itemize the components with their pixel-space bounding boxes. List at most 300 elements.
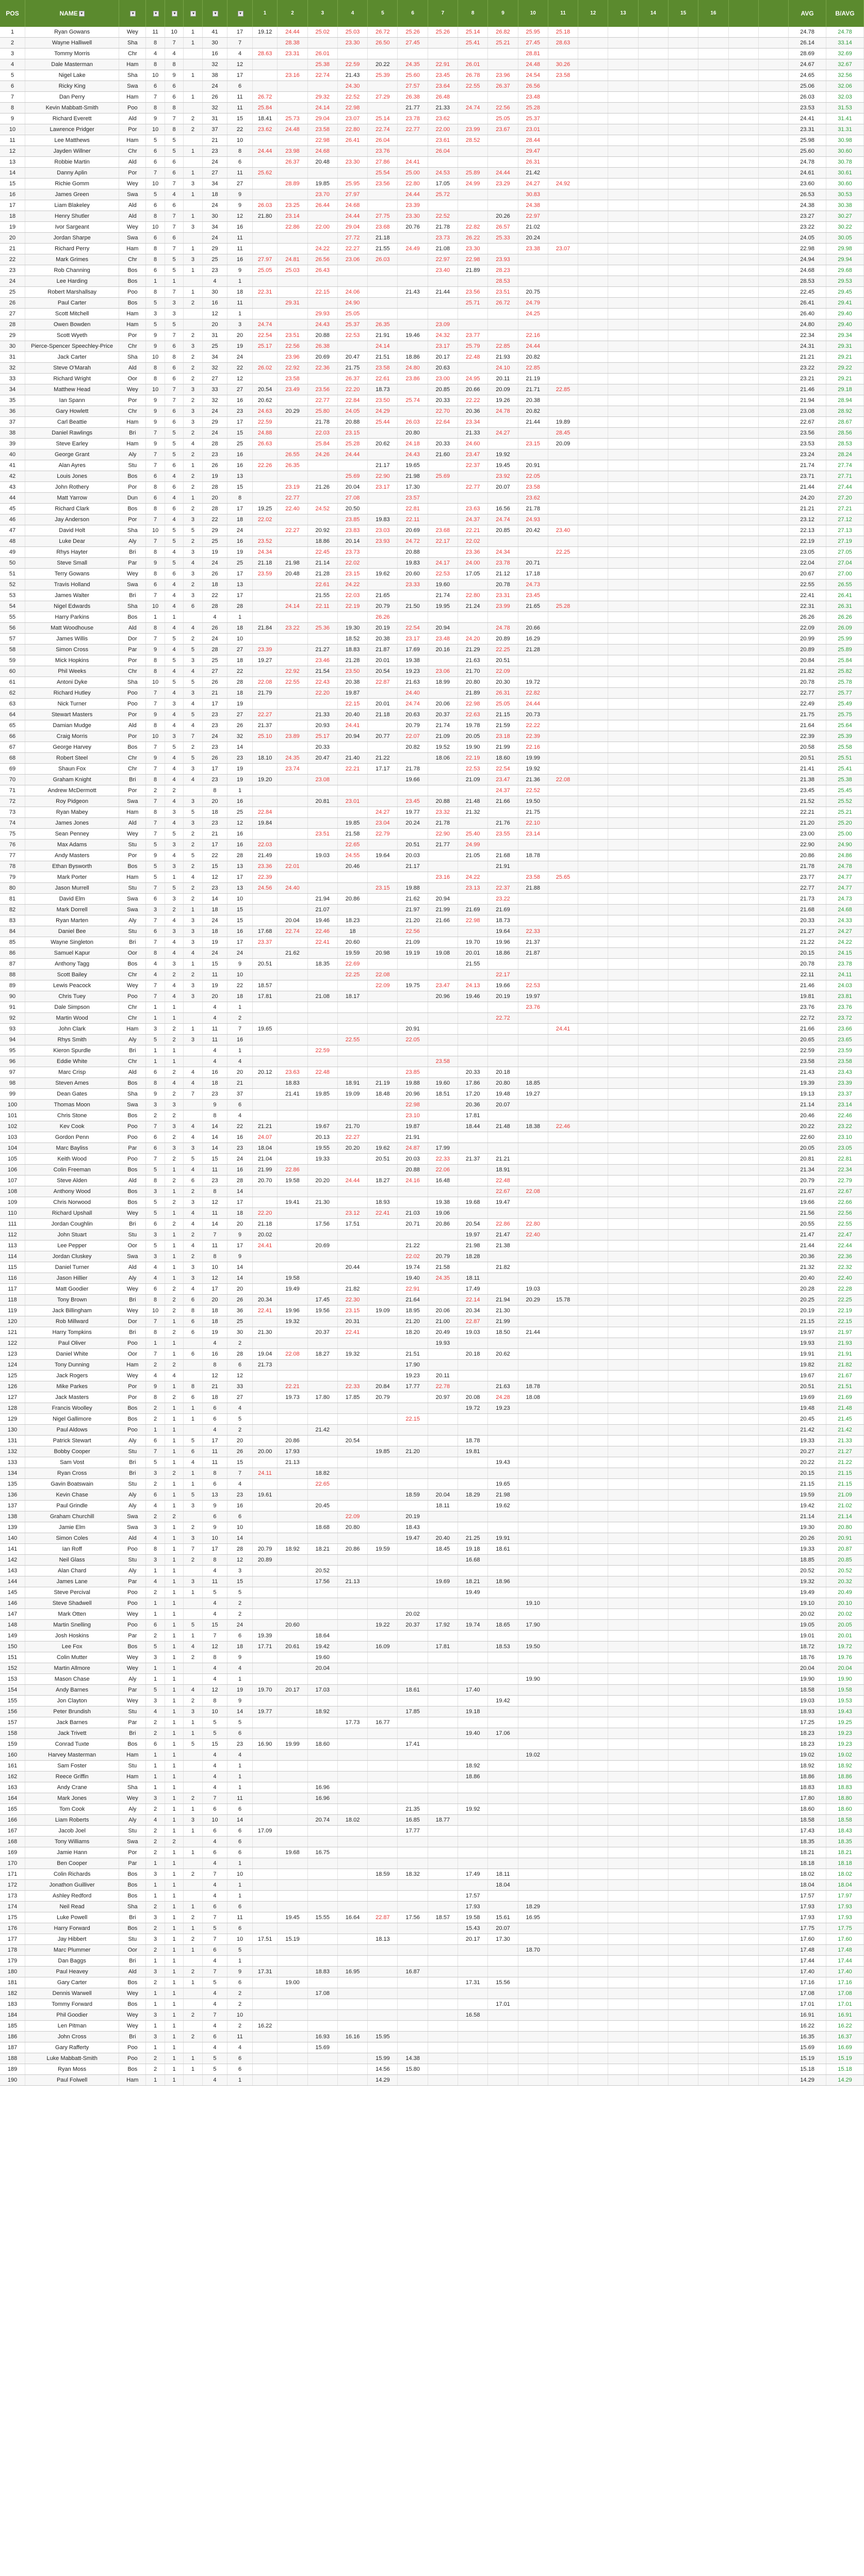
table-row[interactable] xyxy=(0,785,864,796)
week-score-cell: 23.62 xyxy=(518,493,548,504)
table-row[interactable] xyxy=(0,1392,864,1403)
table-row[interactable] xyxy=(0,775,864,785)
name-header[interactable]: NAME ▾ xyxy=(25,0,119,27)
stat-cell: 11 xyxy=(227,1793,253,1804)
week-score-cell: 20.80 xyxy=(458,677,488,688)
week-header[interactable]: 11 xyxy=(548,0,578,27)
week-header[interactable]: 13 xyxy=(608,0,638,27)
filter-dropdown-icon[interactable]: ▾ xyxy=(190,11,196,17)
stat-cell: 2 xyxy=(184,1555,202,1566)
team-cell: Poo xyxy=(119,103,146,114)
week-score-cell xyxy=(578,70,608,81)
table-row[interactable] xyxy=(0,1338,864,1349)
table-row[interactable] xyxy=(0,1273,864,1284)
spacer-cell xyxy=(758,449,788,460)
table-row[interactable] xyxy=(0,699,864,710)
table-row[interactable] xyxy=(0,384,864,395)
team-cell: Ham xyxy=(119,244,146,254)
stat-cell: 1 xyxy=(227,1674,253,1685)
table-row[interactable] xyxy=(0,1035,864,1045)
week-score-cell xyxy=(368,1706,398,1717)
table-row[interactable] xyxy=(0,168,864,179)
table-row[interactable] xyxy=(0,829,864,840)
week-score-cell xyxy=(337,460,367,471)
table-row[interactable] xyxy=(0,1696,864,1706)
stat-cell: 8 xyxy=(146,1295,165,1306)
table-row[interactable] xyxy=(0,547,864,558)
table-row[interactable] xyxy=(0,265,864,276)
filter-dropdown-icon[interactable]: ▾ xyxy=(130,11,136,17)
spacer-cell xyxy=(728,493,758,504)
stat-cell: 6 xyxy=(165,417,183,428)
table-row[interactable] xyxy=(0,1457,864,1468)
spacer-cell xyxy=(728,1728,758,1739)
week-score-cell: 19.84 xyxy=(252,818,278,829)
table-row[interactable] xyxy=(0,1706,864,1717)
table-row[interactable] xyxy=(0,861,864,872)
table-row[interactable] xyxy=(0,514,864,525)
table-row[interactable] xyxy=(0,1165,864,1176)
table-row[interactable] xyxy=(0,1024,864,1035)
week-header[interactable]: 15 xyxy=(669,0,698,27)
table-row[interactable] xyxy=(0,1544,864,1555)
week-score-cell xyxy=(252,1511,278,1522)
week-score-cell xyxy=(398,1045,428,1056)
table-row[interactable] xyxy=(0,1078,864,1089)
table-row[interactable] xyxy=(0,222,864,233)
stat-cell: 20 xyxy=(202,493,227,504)
week-score-cell: 22.90 xyxy=(428,829,458,840)
name-cell: Owen Bowden xyxy=(25,319,119,330)
avg-cell: 18.21 xyxy=(789,1847,826,1858)
table-row[interactable] xyxy=(0,980,864,991)
bavg-cell: 18.60 xyxy=(826,1804,863,1815)
week-score-cell xyxy=(278,1858,307,1869)
table-row[interactable] xyxy=(0,937,864,948)
table-row[interactable] xyxy=(0,1186,864,1197)
table-row[interactable] xyxy=(0,92,864,103)
table-row[interactable] xyxy=(0,1219,864,1230)
table-row[interactable] xyxy=(0,114,864,124)
week-score-cell xyxy=(578,103,608,114)
avg-cell: 21.44 xyxy=(789,1241,826,1251)
stat-cell: 2 xyxy=(184,970,202,980)
table-row[interactable] xyxy=(0,179,864,189)
week-score-cell xyxy=(698,1262,728,1273)
week-score-cell xyxy=(669,1446,698,1457)
week-score-cell xyxy=(548,341,578,352)
table-row[interactable] xyxy=(0,590,864,601)
week-header[interactable]: 16 xyxy=(698,0,728,27)
week-score-cell: 21.35 xyxy=(398,1804,428,1815)
table-row[interactable] xyxy=(0,352,864,363)
table-row[interactable] xyxy=(0,970,864,980)
table-row[interactable] xyxy=(0,1739,864,1750)
table-row[interactable] xyxy=(0,1869,864,1880)
stat-header[interactable] xyxy=(146,0,165,27)
table-row[interactable] xyxy=(0,1089,864,1100)
table-row[interactable] xyxy=(0,1176,864,1186)
table-row[interactable] xyxy=(0,1349,864,1360)
team-cell: Oor xyxy=(119,1241,146,1251)
table-row[interactable] xyxy=(0,211,864,222)
week-score-cell xyxy=(578,460,608,471)
table-row[interactable] xyxy=(0,1641,864,1652)
table-row[interactable] xyxy=(0,1522,864,1533)
table-row[interactable] xyxy=(0,1403,864,1414)
table-row[interactable] xyxy=(0,482,864,493)
week-score-cell: 20.38 xyxy=(368,634,398,645)
week-header[interactable]: 4 xyxy=(337,0,367,27)
week-score-cell xyxy=(578,1555,608,1566)
week-score-cell xyxy=(488,1338,518,1349)
table-row[interactable] xyxy=(0,200,864,211)
table-row[interactable] xyxy=(0,49,864,59)
table-row[interactable] xyxy=(0,905,864,915)
table-row[interactable] xyxy=(0,1501,864,1511)
week-header[interactable]: 12 xyxy=(578,0,608,27)
table-row[interactable] xyxy=(0,753,864,764)
table-row[interactable] xyxy=(0,525,864,536)
table-row[interactable] xyxy=(0,1685,864,1696)
week-score-cell: 17.51 xyxy=(337,1219,367,1230)
table-row[interactable] xyxy=(0,135,864,146)
table-row[interactable] xyxy=(0,850,864,861)
week-score-cell xyxy=(608,1685,638,1696)
table-row[interactable] xyxy=(0,1230,864,1241)
table-row[interactable] xyxy=(0,1045,864,1056)
table-row[interactable] xyxy=(0,1251,864,1262)
table-row[interactable] xyxy=(0,1533,864,1544)
table-row[interactable] xyxy=(0,796,864,807)
table-row[interactable] xyxy=(0,254,864,265)
week-score-cell xyxy=(548,1457,578,1468)
table-row[interactable] xyxy=(0,1587,864,1598)
table-row[interactable] xyxy=(0,1511,864,1522)
table-row[interactable] xyxy=(0,883,864,894)
table-row[interactable] xyxy=(0,103,864,114)
table-row[interactable] xyxy=(0,1652,864,1663)
table-row[interactable] xyxy=(0,569,864,579)
table-row[interactable] xyxy=(0,1837,864,1847)
team-header[interactable] xyxy=(119,0,146,27)
table-row[interactable] xyxy=(0,1100,864,1110)
name-cell: Stewart Masters xyxy=(25,710,119,720)
stat-cell: 1 xyxy=(165,1544,183,1555)
table-row[interactable] xyxy=(0,1436,864,1446)
table-row[interactable] xyxy=(0,341,864,352)
table-row[interactable] xyxy=(0,1121,864,1132)
table-row[interactable] xyxy=(0,1880,864,1891)
table-row[interactable] xyxy=(0,1284,864,1295)
table-row[interactable] xyxy=(0,157,864,168)
team-cell: Stu xyxy=(119,926,146,937)
stat-cell: 8 xyxy=(146,1078,165,1089)
week-score-cell: 22.77 xyxy=(307,395,337,406)
table-row[interactable] xyxy=(0,807,864,818)
name-cell: Jack Barnes xyxy=(25,1717,119,1728)
week-score-cell: 23.31 xyxy=(488,590,518,601)
week-header[interactable]: 3 xyxy=(307,0,337,27)
week-score-cell xyxy=(548,785,578,796)
table-row[interactable] xyxy=(0,926,864,937)
filter-dropdown-icon[interactable]: ▾ xyxy=(238,11,243,17)
filter-dropdown-icon[interactable]: ▾ xyxy=(172,11,177,17)
table-row[interactable] xyxy=(0,1110,864,1121)
table-row[interactable] xyxy=(0,1598,864,1609)
week-score-cell: 24.35 xyxy=(398,59,428,70)
table-row[interactable] xyxy=(0,1555,864,1566)
table-row[interactable] xyxy=(0,1750,864,1761)
week-score-cell: 23.57 xyxy=(398,493,428,504)
table-row[interactable] xyxy=(0,298,864,309)
spacer-cell xyxy=(728,1381,758,1392)
table-row[interactable] xyxy=(0,915,864,926)
stat-header[interactable] xyxy=(202,0,227,27)
table-row[interactable] xyxy=(0,504,864,514)
table-row[interactable] xyxy=(0,406,864,417)
table-row[interactable] xyxy=(0,1262,864,1273)
table-row[interactable] xyxy=(0,601,864,612)
week-header[interactable]: 1 xyxy=(252,0,278,27)
table-row[interactable] xyxy=(0,1013,864,1024)
table-row[interactable] xyxy=(0,645,864,655)
stat-cell: 4 xyxy=(184,1241,202,1251)
week-score-cell xyxy=(578,558,608,569)
table-row[interactable] xyxy=(0,417,864,428)
table-row[interactable] xyxy=(0,1761,864,1772)
table-row[interactable] xyxy=(0,124,864,135)
table-row[interactable] xyxy=(0,1414,864,1425)
week-score-cell xyxy=(669,1652,698,1663)
week-score-cell xyxy=(428,688,458,699)
week-score-cell xyxy=(698,417,728,428)
table-row[interactable] xyxy=(0,460,864,471)
table-row[interactable] xyxy=(0,233,864,244)
table-row[interactable] xyxy=(0,1056,864,1067)
week-score-cell xyxy=(669,1479,698,1490)
table-row[interactable] xyxy=(0,1631,864,1641)
table-row[interactable] xyxy=(0,1381,864,1392)
avg-header[interactable]: AVG xyxy=(789,0,826,27)
table-row[interactable] xyxy=(0,319,864,330)
week-score-cell xyxy=(252,449,278,460)
team-cell: Bri xyxy=(119,937,146,948)
table-row[interactable] xyxy=(0,1316,864,1327)
table-row[interactable] xyxy=(0,38,864,49)
week-score-cell xyxy=(428,1598,458,1609)
table-row[interactable] xyxy=(0,1002,864,1013)
table-row[interactable] xyxy=(0,449,864,460)
week-header[interactable]: 14 xyxy=(638,0,668,27)
stat-header[interactable] xyxy=(184,0,202,27)
table-row[interactable] xyxy=(0,742,864,753)
week-score-cell xyxy=(518,1837,548,1847)
table-row[interactable] xyxy=(0,1576,864,1587)
table-row[interactable] xyxy=(0,948,864,959)
table-row[interactable] xyxy=(0,1154,864,1165)
week-score-cell: 23.46 xyxy=(307,655,337,666)
week-score-cell: 24.05 xyxy=(337,406,367,417)
stat-cell: 6 xyxy=(165,363,183,374)
stat-cell: 6 xyxy=(165,233,183,244)
table-row[interactable] xyxy=(0,1132,864,1143)
bavg-cell: 21.69 xyxy=(826,1392,863,1403)
table-row[interactable] xyxy=(0,81,864,92)
table-row[interactable] xyxy=(0,1371,864,1381)
table-row[interactable] xyxy=(0,666,864,677)
table-row[interactable] xyxy=(0,731,864,742)
week-score-cell xyxy=(252,1392,278,1403)
team-cell: Poo xyxy=(119,287,146,298)
week-header[interactable]: 8 xyxy=(458,0,488,27)
week-score-cell xyxy=(548,1544,578,1555)
table-row[interactable] xyxy=(0,439,864,449)
week-score-cell: 20.42 xyxy=(518,525,548,536)
table-row[interactable] xyxy=(0,1327,864,1338)
week-score-cell: 21.17 xyxy=(368,460,398,471)
week-score-cell: 20.20 xyxy=(307,1176,337,1186)
table-row[interactable] xyxy=(0,363,864,374)
table-row[interactable] xyxy=(0,27,864,38)
team-cell: Bos xyxy=(119,1110,146,1121)
table-row[interactable] xyxy=(0,493,864,504)
table-row[interactable] xyxy=(0,1858,864,1869)
bavg-cell: 20.49 xyxy=(826,1587,863,1598)
table-row[interactable] xyxy=(0,536,864,547)
table-row[interactable] xyxy=(0,1609,864,1620)
table-row[interactable] xyxy=(0,612,864,623)
table-row[interactable] xyxy=(0,1728,864,1739)
table-row[interactable] xyxy=(0,818,864,829)
table-row[interactable] xyxy=(0,146,864,157)
week-score-cell xyxy=(578,894,608,905)
table-row[interactable] xyxy=(0,894,864,905)
table-row[interactable] xyxy=(0,710,864,720)
table-row[interactable] xyxy=(0,558,864,569)
team-cell: Bos xyxy=(119,861,146,872)
week-score-cell xyxy=(548,395,578,406)
table-row[interactable] xyxy=(0,655,864,666)
table-row[interactable] xyxy=(0,1674,864,1685)
table-row[interactable] xyxy=(0,1793,864,1804)
table-row[interactable] xyxy=(0,1241,864,1251)
table-row[interactable] xyxy=(0,189,864,200)
table-row[interactable] xyxy=(0,1804,864,1815)
pos-header[interactable]: POS xyxy=(0,0,25,27)
table-row[interactable] xyxy=(0,1620,864,1631)
table-row[interactable] xyxy=(0,1815,864,1826)
table-row[interactable] xyxy=(0,1295,864,1306)
table-row[interactable] xyxy=(0,1782,864,1793)
table-row[interactable] xyxy=(0,1306,864,1316)
table-row[interactable] xyxy=(0,1772,864,1782)
table-row[interactable] xyxy=(0,1717,864,1728)
table-row[interactable] xyxy=(0,1067,864,1078)
stat-cell: 2 xyxy=(146,1360,165,1371)
filter-dropdown-icon[interactable]: ▾ xyxy=(153,11,159,17)
week-header[interactable]: 10 xyxy=(518,0,548,27)
table-row[interactable] xyxy=(0,374,864,384)
spacer-cell xyxy=(758,1479,788,1490)
table-row[interactable] xyxy=(0,1479,864,1490)
table-row[interactable] xyxy=(0,1197,864,1208)
filter-dropdown-icon[interactable]: ▾ xyxy=(213,11,218,17)
stat-header[interactable] xyxy=(227,0,253,27)
table-row[interactable] xyxy=(0,959,864,970)
stat-header[interactable] xyxy=(165,0,183,27)
week-header[interactable]: 9 xyxy=(488,0,518,27)
table-row[interactable] xyxy=(0,330,864,341)
table-row[interactable] xyxy=(0,395,864,406)
week-score-cell xyxy=(578,254,608,265)
stat-cell: 23 xyxy=(202,1089,227,1100)
table-row[interactable] xyxy=(0,244,864,254)
stat-cell: 11 xyxy=(202,1208,227,1219)
week-score-cell xyxy=(518,1490,548,1501)
table-row[interactable] xyxy=(0,1360,864,1371)
week-score-cell: 25.36 xyxy=(307,623,337,634)
table-row[interactable] xyxy=(0,840,864,850)
spacer-cell xyxy=(758,157,788,168)
table-row[interactable] xyxy=(0,70,864,81)
table-row[interactable] xyxy=(0,1468,864,1479)
week-score-cell: 22.17 xyxy=(428,536,458,547)
table-row[interactable] xyxy=(0,1847,864,1858)
table-row[interactable] xyxy=(0,872,864,883)
table-row[interactable] xyxy=(0,1566,864,1576)
table-row[interactable] xyxy=(0,1490,864,1501)
table-row[interactable] xyxy=(0,677,864,688)
table-row[interactable] xyxy=(0,1143,864,1154)
table-row[interactable] xyxy=(0,1826,864,1837)
table-row[interactable] xyxy=(0,1446,864,1457)
week-score-cell: 22.43 xyxy=(307,677,337,688)
week-score-cell xyxy=(278,1013,307,1024)
table-row[interactable] xyxy=(0,688,864,699)
stat-cell: 11 xyxy=(202,1457,227,1468)
table-row[interactable] xyxy=(0,764,864,775)
bavg-cell: 30.98 xyxy=(826,135,863,146)
table-row[interactable] xyxy=(0,471,864,482)
table-row[interactable] xyxy=(0,287,864,298)
week-header[interactable]: 2 xyxy=(278,0,307,27)
week-header[interactable]: 6 xyxy=(398,0,428,27)
table-row[interactable] xyxy=(0,309,864,319)
table-row[interactable] xyxy=(0,720,864,731)
table-row[interactable] xyxy=(0,276,864,287)
week-score-cell xyxy=(638,114,668,124)
table-row[interactable] xyxy=(0,1208,864,1219)
table-row[interactable] xyxy=(0,1425,864,1436)
table-row[interactable] xyxy=(0,428,864,439)
table-row[interactable] xyxy=(0,579,864,590)
table-row[interactable] xyxy=(0,634,864,645)
team-cell: Ald xyxy=(119,114,146,124)
filter-dropdown-icon[interactable]: ▾ xyxy=(79,11,85,17)
pos-cell: 88 xyxy=(0,970,25,980)
week-header[interactable]: 5 xyxy=(368,0,398,27)
table-row[interactable] xyxy=(0,623,864,634)
week-score-cell: 19.50 xyxy=(518,796,548,807)
table-row[interactable] xyxy=(0,991,864,1002)
table-row[interactable] xyxy=(0,1663,864,1674)
bavg-header[interactable]: B/AVG xyxy=(826,0,863,27)
week-score-cell: 28.81 xyxy=(518,49,548,59)
week-header[interactable]: 7 xyxy=(428,0,458,27)
week-score-cell: 19.41 xyxy=(278,1197,307,1208)
table-row[interactable] xyxy=(0,59,864,70)
